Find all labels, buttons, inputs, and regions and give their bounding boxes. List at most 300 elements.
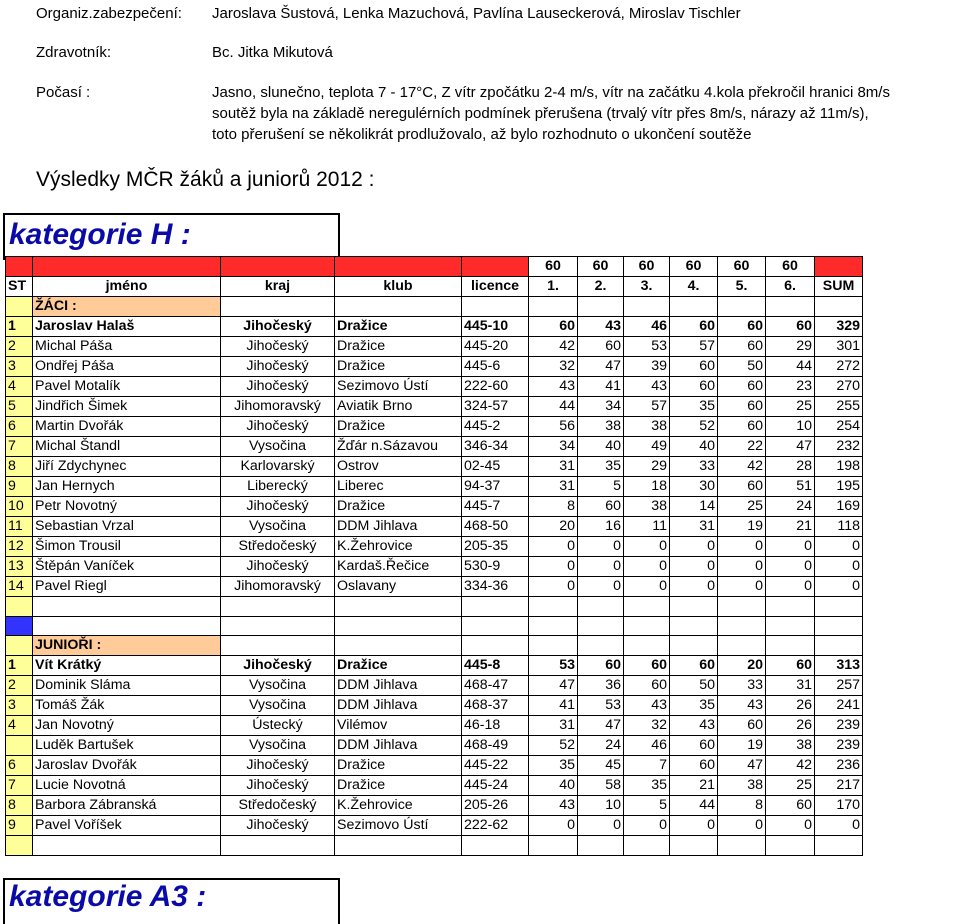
- empty-cell: [529, 636, 578, 656]
- round-score-cell: 34: [578, 397, 624, 417]
- empty-cell: [221, 616, 335, 636]
- region-cell: Jihočeský: [221, 417, 335, 437]
- round-score-cell: 44: [670, 796, 718, 816]
- club-cell: Dražice: [335, 776, 462, 796]
- rank-cell: 7: [6, 437, 33, 457]
- license-cell: 205-26: [462, 796, 529, 816]
- sum-cell: 239: [815, 716, 863, 736]
- section-zaci-row: [6, 297, 863, 317]
- name-cell: Dominik Sláma: [33, 676, 221, 696]
- empty-cell: [766, 297, 815, 317]
- club-cell: Dražice: [335, 656, 462, 676]
- empty-cell: [529, 836, 578, 856]
- empty-cell: [578, 636, 624, 656]
- empty-cell: [578, 836, 624, 856]
- empty-cell: [718, 597, 766, 617]
- empty-cell: [335, 616, 462, 636]
- round-score-cell: 60: [624, 676, 670, 696]
- round-score-cell: 38: [718, 776, 766, 796]
- round-score-cell: 60: [578, 656, 624, 676]
- sum-cell: 301: [815, 337, 863, 357]
- license-cell: 346-34: [462, 437, 529, 457]
- round-score-cell: 43: [529, 796, 578, 816]
- empty-cell: [33, 836, 221, 856]
- section-label: JUNIOŘI :: [33, 636, 221, 656]
- name-cell: Jaroslav Halaš: [33, 317, 221, 337]
- empty-cell: [33, 597, 221, 617]
- header-round: 2.: [578, 277, 624, 297]
- table-row: [6, 357, 863, 377]
- license-cell: 324-57: [462, 397, 529, 417]
- table-row: [6, 557, 863, 577]
- round-score-cell: 35: [670, 696, 718, 716]
- empty-cell: [578, 297, 624, 317]
- round-score-cell: 52: [670, 417, 718, 437]
- round-score-cell: 26: [766, 696, 815, 716]
- region-cell: Jihočeský: [221, 497, 335, 517]
- round-score-cell: 33: [670, 457, 718, 477]
- empty-cell: [766, 636, 815, 656]
- empty-cell: [624, 616, 670, 636]
- round-score-cell: 60: [670, 377, 718, 397]
- round-time-label: 60: [766, 257, 815, 277]
- round-score-cell: 60: [718, 477, 766, 497]
- round-score-cell: 0: [529, 816, 578, 836]
- region-cell: Vysočina: [221, 517, 335, 537]
- round-score-cell: 0: [529, 577, 578, 597]
- empty-cell: [462, 836, 529, 856]
- table-row: [6, 676, 863, 696]
- category-h-title: kategorie H :: [9, 218, 191, 251]
- table-row: [6, 776, 863, 796]
- weather-line-3: toto přerušení se několikrát prodlužovalo, až bylo rozhodnuto o ukončení soutěže: [212, 126, 752, 143]
- round-score-cell: 40: [529, 776, 578, 796]
- table-row: [6, 577, 863, 597]
- round-score-cell: 38: [766, 736, 815, 756]
- license-cell: 222-62: [462, 816, 529, 836]
- region-cell: Jihočeský: [221, 337, 335, 357]
- table-row: [6, 397, 863, 417]
- sum-cell: 329: [815, 317, 863, 337]
- section-juniori-row: [6, 636, 863, 656]
- empty-cell: [529, 597, 578, 617]
- round-score-cell: 38: [624, 497, 670, 517]
- sum-cell: 195: [815, 477, 863, 497]
- empty-cell: [335, 836, 462, 856]
- license-cell: 205-35: [462, 537, 529, 557]
- region-cell: Liberecký: [221, 477, 335, 497]
- license-cell: 445-20: [462, 337, 529, 357]
- round-score-cell: 28: [766, 457, 815, 477]
- header-license: licence: [462, 277, 529, 297]
- sum-cell: 255: [815, 397, 863, 417]
- round-score-cell: 0: [718, 577, 766, 597]
- round-score-cell: 60: [670, 756, 718, 776]
- table-row: [6, 537, 863, 557]
- table-row: [6, 517, 863, 537]
- license-cell: 222-60: [462, 377, 529, 397]
- rank-cell: 12: [6, 537, 33, 557]
- round-score-cell: 0: [670, 816, 718, 836]
- rank-cell: 8: [6, 796, 33, 816]
- header-red-cell: [815, 257, 863, 277]
- sum-cell: 0: [815, 537, 863, 557]
- name-cell: Pavel Motalík: [33, 377, 221, 397]
- round-time-label: 60: [624, 257, 670, 277]
- round-score-cell: 0: [670, 537, 718, 557]
- sum-cell: 118: [815, 517, 863, 537]
- rank-cell: 8: [6, 457, 33, 477]
- empty-cell: [718, 616, 766, 636]
- round-score-cell: 16: [578, 517, 624, 537]
- st-cell: [6, 836, 33, 856]
- region-cell: Jihočeský: [221, 776, 335, 796]
- empty-cell: [670, 636, 718, 656]
- empty-cell: [624, 636, 670, 656]
- medic-label: Zdravotník:: [36, 44, 112, 61]
- round-score-cell: 30: [670, 477, 718, 497]
- license-cell: 468-50: [462, 517, 529, 537]
- name-cell: Pavel Riegl: [33, 577, 221, 597]
- organizers-value: Jaroslava Šustová, Lenka Mazuchová, Pavlína Lauseckerová, Miroslav Tischler: [212, 5, 741, 22]
- round-score-cell: 34: [529, 437, 578, 457]
- round-score-cell: 0: [624, 557, 670, 577]
- license-cell: 334-36: [462, 577, 529, 597]
- round-score-cell: 29: [624, 457, 670, 477]
- round-score-cell: 60: [718, 337, 766, 357]
- round-score-cell: 51: [766, 477, 815, 497]
- header-st: ST: [6, 277, 33, 297]
- name-cell: Petr Novotný: [33, 497, 221, 517]
- club-cell: Liberec: [335, 477, 462, 497]
- club-cell: Žďár n.Sázavou: [335, 437, 462, 457]
- region-cell: Vysočina: [221, 696, 335, 716]
- round-score-cell: 20: [529, 517, 578, 537]
- empty-cell: [221, 597, 335, 617]
- st-cell: [6, 297, 33, 317]
- round-score-cell: 0: [670, 557, 718, 577]
- name-cell: Tomáš Žák: [33, 696, 221, 716]
- club-cell: DDM Jihlava: [335, 736, 462, 756]
- round-score-cell: 25: [718, 497, 766, 517]
- table-row: [6, 477, 863, 497]
- name-cell: Michal Štandl: [33, 437, 221, 457]
- region-cell: Ústecký: [221, 716, 335, 736]
- club-cell: Sezimovo Ústí: [335, 377, 462, 397]
- round-score-cell: 60: [670, 656, 718, 676]
- name-cell: Jiří Zdychynec: [33, 457, 221, 477]
- license-cell: 445-8: [462, 656, 529, 676]
- license-cell: 468-37: [462, 696, 529, 716]
- empty-cell: [462, 616, 529, 636]
- empty-cell: [718, 636, 766, 656]
- header-club: klub: [335, 277, 462, 297]
- round-score-cell: 43: [529, 377, 578, 397]
- name-cell: Lucie Novotná: [33, 776, 221, 796]
- license-cell: 46-18: [462, 716, 529, 736]
- club-cell: Dražice: [335, 756, 462, 776]
- st-cell: [6, 636, 33, 656]
- weather-line-2: soutěž byla na základě neregulérních podmínek přerušena (trvalý vítr přes 8m/s, nárazy až 11m/s),: [212, 105, 869, 122]
- round-score-cell: 23: [766, 377, 815, 397]
- round-score-cell: 0: [766, 557, 815, 577]
- round-score-cell: 60: [670, 736, 718, 756]
- table-row: [6, 337, 863, 357]
- round-score-cell: 38: [578, 417, 624, 437]
- round-score-cell: 11: [624, 517, 670, 537]
- license-cell: 530-9: [462, 557, 529, 577]
- rank-cell: 2: [6, 337, 33, 357]
- license-cell: 445-2: [462, 417, 529, 437]
- empty-cell: [670, 597, 718, 617]
- round-score-cell: 0: [624, 577, 670, 597]
- section-label: ŽÁCI :: [33, 297, 221, 317]
- round-score-cell: 25: [766, 397, 815, 417]
- rank-cell: 5: [6, 397, 33, 417]
- round-score-cell: 47: [718, 756, 766, 776]
- round-score-cell: 5: [624, 796, 670, 816]
- round-score-cell: 52: [529, 736, 578, 756]
- sum-cell: 170: [815, 796, 863, 816]
- round-score-cell: 60: [718, 377, 766, 397]
- round-score-cell: 50: [718, 357, 766, 377]
- round-score-cell: 50: [670, 676, 718, 696]
- round-score-cell: 0: [529, 557, 578, 577]
- round-score-cell: 44: [529, 397, 578, 417]
- round-score-cell: 7: [624, 756, 670, 776]
- club-cell: Dražice: [335, 317, 462, 337]
- round-score-cell: 20: [718, 656, 766, 676]
- header-red-cell: [6, 257, 33, 277]
- header-red-cell: [462, 257, 529, 277]
- round-score-cell: 42: [529, 337, 578, 357]
- round-score-cell: 25: [766, 776, 815, 796]
- club-cell: Dražice: [335, 417, 462, 437]
- round-score-cell: 0: [624, 816, 670, 836]
- round-score-cell: 45: [578, 756, 624, 776]
- round-score-cell: 10: [578, 796, 624, 816]
- region-cell: Středočeský: [221, 796, 335, 816]
- empty-cell: [766, 616, 815, 636]
- name-cell: Michal Páša: [33, 337, 221, 357]
- sum-cell: 0: [815, 557, 863, 577]
- empty-cell: [221, 836, 335, 856]
- sum-cell: 241: [815, 696, 863, 716]
- round-score-cell: 60: [718, 317, 766, 337]
- license-cell: 445-22: [462, 756, 529, 776]
- round-score-cell: 10: [766, 417, 815, 437]
- round-score-cell: 53: [578, 696, 624, 716]
- round-score-cell: 56: [529, 417, 578, 437]
- round-score-cell: 60: [718, 716, 766, 736]
- header-round: 4.: [670, 277, 718, 297]
- table-row: [6, 417, 863, 437]
- round-score-cell: 19: [718, 517, 766, 537]
- table-row: [6, 656, 863, 676]
- round-score-cell: 60: [766, 317, 815, 337]
- weather-label: Počasí :: [36, 84, 91, 101]
- st-cell: [6, 616, 33, 636]
- table-row: [6, 497, 863, 517]
- round-score-cell: 18: [624, 477, 670, 497]
- sum-cell: 169: [815, 497, 863, 517]
- club-cell: DDM Jihlava: [335, 696, 462, 716]
- sum-cell: 254: [815, 417, 863, 437]
- round-score-cell: 57: [670, 337, 718, 357]
- rank-cell: 9: [6, 816, 33, 836]
- empty-cell: [766, 836, 815, 856]
- round-score-cell: 0: [766, 577, 815, 597]
- name-cell: Vít Krátký: [33, 656, 221, 676]
- round-time-label: 60: [718, 257, 766, 277]
- table-row: [6, 736, 863, 756]
- empty-cell: [815, 597, 863, 617]
- sum-cell: 257: [815, 676, 863, 696]
- round-score-cell: 31: [529, 477, 578, 497]
- round-time-label: 60: [670, 257, 718, 277]
- round-score-cell: 49: [624, 437, 670, 457]
- name-cell: Ondřej Páša: [33, 357, 221, 377]
- club-cell: K.Žehrovice: [335, 537, 462, 557]
- license-cell: 445-24: [462, 776, 529, 796]
- round-score-cell: 32: [529, 357, 578, 377]
- round-score-cell: 33: [718, 676, 766, 696]
- empty-cell: [670, 836, 718, 856]
- sum-cell: 217: [815, 776, 863, 796]
- empty-cell: [221, 636, 335, 656]
- name-cell: Štěpán Vaníček: [33, 557, 221, 577]
- club-cell: Ostrov: [335, 457, 462, 477]
- empty-cell: [815, 836, 863, 856]
- round-score-cell: 43: [670, 716, 718, 736]
- st-cell: [6, 597, 33, 617]
- round-score-cell: 0: [766, 537, 815, 557]
- round-score-cell: 35: [624, 776, 670, 796]
- rank-cell: 6: [6, 756, 33, 776]
- round-score-cell: 46: [624, 736, 670, 756]
- round-score-cell: 60: [766, 656, 815, 676]
- round-score-cell: 60: [578, 337, 624, 357]
- organizers-label: Organiz.zabezpečení:: [36, 5, 182, 22]
- round-score-cell: 22: [718, 437, 766, 457]
- name-cell: Martin Dvořák: [33, 417, 221, 437]
- license-cell: 94-37: [462, 477, 529, 497]
- region-cell: Jihočeský: [221, 357, 335, 377]
- round-score-cell: 43: [578, 317, 624, 337]
- sum-cell: 272: [815, 357, 863, 377]
- sum-cell: 198: [815, 457, 863, 477]
- empty-cell: [462, 297, 529, 317]
- page-title: Výsledky MČR žáků a juniorů 2012 :: [36, 168, 375, 191]
- name-cell: Šimon Trousil: [33, 537, 221, 557]
- sum-cell: 313: [815, 656, 863, 676]
- rank-cell: 11: [6, 517, 33, 537]
- header-red-cell: [221, 257, 335, 277]
- empty-cell: [335, 636, 462, 656]
- round-score-cell: 57: [624, 397, 670, 417]
- round-score-cell: 41: [578, 377, 624, 397]
- round-score-cell: 0: [624, 537, 670, 557]
- round-score-cell: 60: [718, 417, 766, 437]
- license-cell: 468-49: [462, 736, 529, 756]
- empty-cell: [335, 597, 462, 617]
- name-cell: Sebastian Vrzal: [33, 517, 221, 537]
- round-score-cell: 60: [670, 317, 718, 337]
- round-score-cell: 35: [670, 397, 718, 417]
- region-cell: Jihomoravský: [221, 397, 335, 417]
- round-score-cell: 19: [718, 736, 766, 756]
- empty-cell: [33, 616, 221, 636]
- round-score-cell: 0: [718, 557, 766, 577]
- round-score-cell: 60: [670, 357, 718, 377]
- round-score-cell: 60: [529, 317, 578, 337]
- club-cell: Dražice: [335, 497, 462, 517]
- round-score-cell: 31: [766, 676, 815, 696]
- empty-cell: [335, 297, 462, 317]
- round-score-cell: 47: [578, 357, 624, 377]
- round-score-cell: 0: [766, 816, 815, 836]
- round-score-cell: 42: [718, 457, 766, 477]
- empty-cell: [815, 297, 863, 317]
- region-cell: Jihočeský: [221, 756, 335, 776]
- round-score-cell: 0: [578, 577, 624, 597]
- round-score-cell: 40: [670, 437, 718, 457]
- region-cell: Jihomoravský: [221, 577, 335, 597]
- round-score-cell: 47: [766, 437, 815, 457]
- round-score-cell: 58: [578, 776, 624, 796]
- table-row: [6, 317, 863, 337]
- sum-cell: 239: [815, 736, 863, 756]
- rank-cell: 1: [6, 317, 33, 337]
- name-cell: Luděk Bartušek: [33, 736, 221, 756]
- sum-cell: 236: [815, 756, 863, 776]
- empty-cell: [462, 636, 529, 656]
- round-score-cell: 43: [718, 696, 766, 716]
- medic-value: Bc. Jitka Mikutová: [212, 44, 333, 61]
- round-score-cell: 39: [624, 357, 670, 377]
- round-score-cell: 24: [578, 736, 624, 756]
- header-region: kraj: [221, 277, 335, 297]
- round-score-cell: 31: [529, 457, 578, 477]
- rank-cell: 3: [6, 357, 33, 377]
- round-score-cell: 21: [766, 517, 815, 537]
- table-row: [6, 457, 863, 477]
- rank-cell: 7: [6, 776, 33, 796]
- header-red-cell: [335, 257, 462, 277]
- empty-cell: [718, 297, 766, 317]
- rank-cell: 6: [6, 417, 33, 437]
- table-row: [6, 796, 863, 816]
- name-cell: Pavel Voříšek: [33, 816, 221, 836]
- header-name: jméno: [33, 277, 221, 297]
- license-cell: 445-6: [462, 357, 529, 377]
- round-score-cell: 0: [529, 537, 578, 557]
- round-score-cell: 21: [670, 776, 718, 796]
- table-row: [6, 756, 863, 776]
- header-round: 5.: [718, 277, 766, 297]
- round-score-cell: 46: [624, 317, 670, 337]
- rank-cell: 2: [6, 676, 33, 696]
- region-cell: Vysočina: [221, 736, 335, 756]
- rank-cell: 4: [6, 377, 33, 397]
- name-cell: Jindřich Šimek: [33, 397, 221, 417]
- club-cell: Dražice: [335, 357, 462, 377]
- weather-line-1: Jasno, slunečno, teplota 7 - 17°C, Z vítr zpočátku 2-4 m/s, vítr na začátku 4.kola překročil hranici 8m/s: [212, 84, 890, 101]
- sum-cell: 0: [815, 577, 863, 597]
- empty-cell: [462, 597, 529, 617]
- license-cell: 445-7: [462, 497, 529, 517]
- header-round: 1.: [529, 277, 578, 297]
